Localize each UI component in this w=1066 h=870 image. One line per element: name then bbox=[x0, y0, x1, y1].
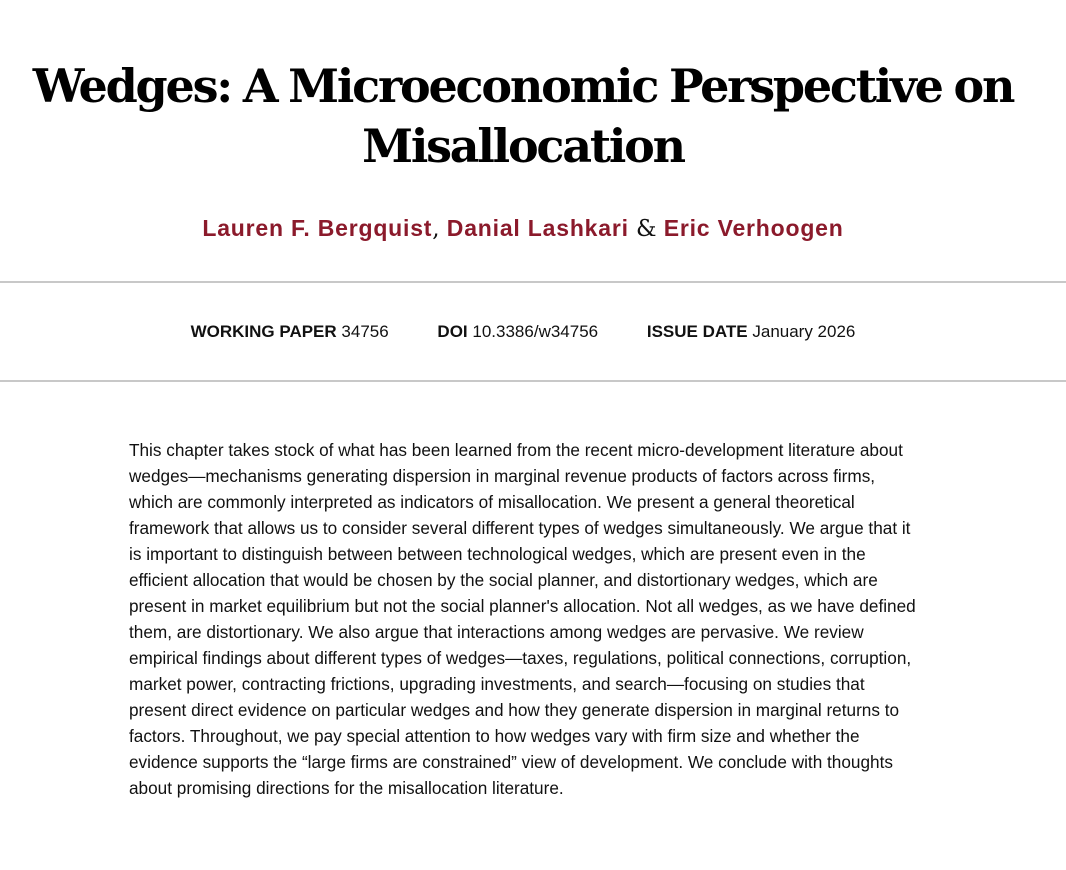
issue-date-label: ISSUE DATE bbox=[646, 322, 748, 341]
author-link-lashkari[interactable]: Danial Lashkari bbox=[446, 215, 629, 241]
author-separator-ampersand: & bbox=[636, 216, 657, 242]
paper-metadata bbox=[0, 320, 1046, 344]
doi-label: DOI bbox=[437, 322, 468, 341]
working-paper-number bbox=[191, 320, 389, 344]
working-paper-value: 34756 bbox=[341, 322, 389, 341]
page-title: Wedges: A Microeconomic Perspective on Misallocation bbox=[32, 59, 1014, 173]
divider-bottom bbox=[0, 380, 1066, 382]
author-list bbox=[0, 212, 1046, 245]
author-link-bergquist[interactable]: Lauren F. Bergquist bbox=[202, 215, 433, 241]
author-separator-comma: , bbox=[432, 216, 440, 242]
issue-date bbox=[647, 320, 856, 344]
author-link-verhoogen[interactable]: Eric Verhoogen bbox=[663, 215, 844, 241]
divider-top bbox=[0, 281, 1066, 283]
doi-value: 10.3386/w34756 bbox=[472, 322, 599, 341]
working-paper-label: WORKING PAPER bbox=[190, 322, 337, 341]
abstract-text: This chapter takes stock of what has been learned from the recent micro-development literature about wedges—mechanisms generating dispersion in marginal revenue products of factors across firms, which are commonly interpreted as indicators of misallocation. We present a general theoretical framework that allows us to consider several different types of wedges simultaneously. We argue that it is important to distinguish between between technological wedges, which are present even in the efficient allocation that would be chosen by the social planner, and distortionary wedges, which are present in market equilibrium but not the social planner's allocation. Not all wedges, as we have defined them, are distortionary. We also argue that interactions among wedges are pervasive. We review empirical findings about different types of wedges—taxes, regulations, political connections, corruption, market power, contracting frictions, upgrading investments, and search—focusing on studies that present direct evidence on particular wedges and how they generate dispersion in marginal returns to factors. Throughout, we pay special attention to how wedges vary with firm size and whether the evidence supports the “large firms are constrained” view of development. We conclude with thoughts about promising directions for the misallocation literature. bbox=[129, 440, 916, 798]
issue-date-value: January 2026 bbox=[752, 322, 856, 341]
doi bbox=[437, 320, 598, 344]
